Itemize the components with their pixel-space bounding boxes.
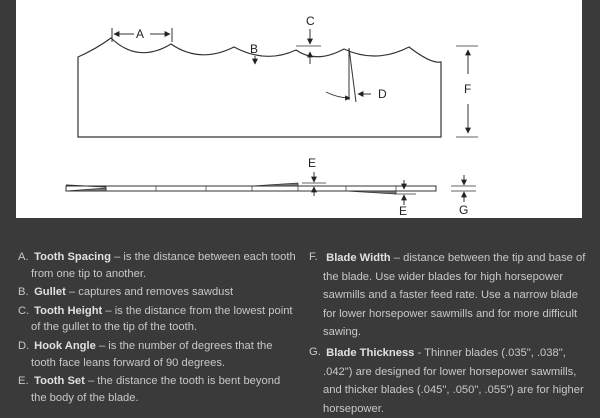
blade-top-view xyxy=(66,183,436,194)
legend-item-gullet xyxy=(18,284,296,301)
legend-text: - Thinner blades (.035", .038", .042") are designed for lower horsepower sawmills, and thicker blades (.045", .050", .055") are for higher horsepower. xyxy=(323,346,584,415)
blade-diagram-svg xyxy=(16,0,582,218)
legend-term: Tooth Spacing xyxy=(34,251,111,263)
legend-item-tooth-set xyxy=(18,373,296,406)
blade-thickness-dimension xyxy=(451,175,476,217)
legend-text: – is the number of degrees that the tooth face leans forward of 90 degrees. xyxy=(31,339,273,369)
legend-left-column xyxy=(18,249,296,406)
label-f: F xyxy=(464,82,472,96)
legend-term: Tooth Set xyxy=(34,375,85,388)
label-a: A xyxy=(136,27,145,41)
label-g: G xyxy=(459,203,469,217)
legend-text: – is the distance from the lowest point of the gullet to the tip of the tooth. xyxy=(31,304,293,334)
legend-term: Tooth Height xyxy=(34,304,103,317)
label-c: C xyxy=(306,14,315,28)
legend-term: Blade Width xyxy=(326,252,391,264)
blade-width-dimension xyxy=(456,46,478,137)
legend-item-tooth-height xyxy=(18,303,296,336)
legend-text: – distance between the tip and base of the blade. Use wider blades for high horsepower sawmills and a faster feed rate. Use a narrow blade for lower horsepower sawmills and for more difficult sawing. xyxy=(323,252,586,339)
legend-letter: F. xyxy=(309,251,318,263)
legend-letter: E. xyxy=(18,375,29,388)
legend-letter: G. xyxy=(309,345,321,358)
legend-item-hook-angle xyxy=(18,338,296,371)
label-e-bottom: E xyxy=(399,204,408,218)
legend-letter: B. xyxy=(18,286,29,299)
legend-text: – captures and removes sawdust xyxy=(65,286,234,299)
label-b: B xyxy=(250,42,259,56)
blade-diagram xyxy=(16,0,582,218)
legend-text: – is the distance between each tooth from one tip to another. xyxy=(31,251,296,280)
label-e-top: E xyxy=(308,156,317,170)
legend-term: Blade Thickness xyxy=(326,346,415,359)
label-d: D xyxy=(378,87,387,101)
legend-item-tooth-spacing xyxy=(18,249,296,282)
legend-term: Gullet xyxy=(34,286,66,299)
legend-right-column xyxy=(309,249,591,418)
legend-item-blade-width xyxy=(309,249,591,342)
legend-letter: C. xyxy=(18,304,30,317)
legend-term: Hook Angle xyxy=(34,339,96,352)
legend-letter: A. xyxy=(18,251,29,263)
legend-text: – the distance the tooth is bent beyond the body of the blade. xyxy=(31,375,281,404)
tooth-spacing-dimension xyxy=(112,27,172,42)
legend-letter: D. xyxy=(18,339,30,352)
